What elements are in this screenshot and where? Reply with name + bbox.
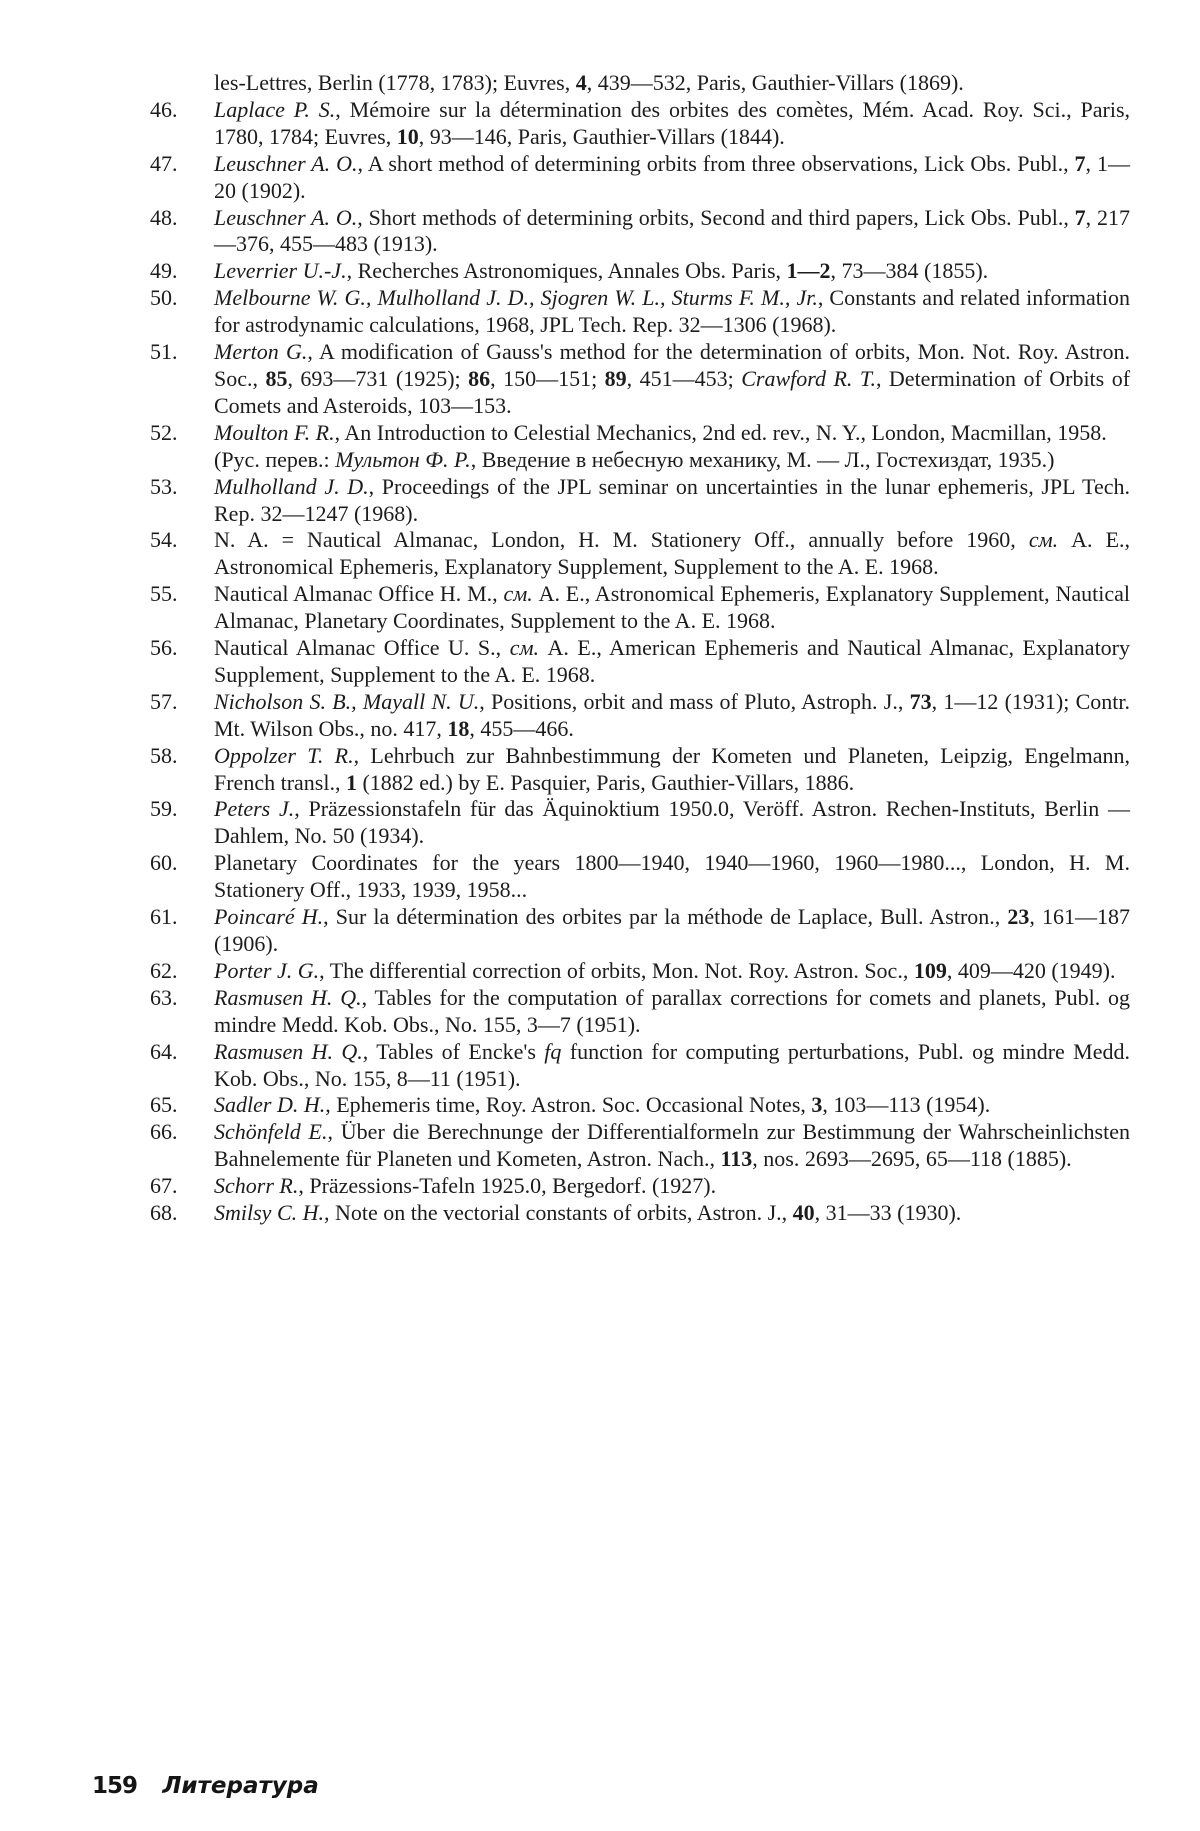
citation-text: , Über die Berechnunge der Differentialformeln zur Bestimmung der Wahrscheinlichsten Bahnelemente für Planeten und Kometen, Astron. Nach., (214, 1119, 1130, 1172)
reference-entry (150, 70, 1130, 97)
author-or-italic-text: см. (1028, 527, 1059, 553)
reference-entry (150, 1173, 1130, 1200)
citation-text: , A modification of Gauss's method for the determination of orbits, Mon. Not. Roy. Astron. Soc., (214, 339, 1131, 391)
citation-text: , Präzessions-Tafeln 1925.0, Bergedorf. (1927). (298, 1173, 717, 1199)
citation-text: , 93—146, Paris, Gauthier-Villars (1844). (418, 123, 785, 149)
author-or-italic-text: Oppolzer T. R. (214, 742, 354, 768)
reference-entry (150, 420, 1130, 474)
reference-number: 58. (150, 742, 178, 768)
volume-number: 89 (604, 365, 627, 391)
reference-number: 47. (150, 150, 178, 176)
author-or-italic-text: Nicholson S. B., Mayall N. U. (214, 688, 480, 714)
author-or-italic-text: Laplace P. S. (214, 96, 336, 122)
reference-entry (150, 635, 1130, 689)
reference-number: 62. (150, 957, 178, 983)
citation-text: , A short method of determining orbits from three observations, Lick Obs. Publ., (357, 150, 1075, 176)
reference-entry (150, 474, 1130, 528)
author-or-italic-text: Crawford R. T. (741, 365, 876, 391)
running-title: Литература (162, 1773, 319, 1799)
reference-number: 56. (150, 635, 178, 661)
citation-text: , Sur la détermination des orbites par la méthode de Laplace, Bull. Astron., (323, 904, 1008, 930)
author-or-italic-text: Poincaré H. (214, 904, 324, 930)
citation-text: , 439—532, Paris, Gauthier-Villars (1869). (586, 70, 964, 95)
citation-text: , 73—384 (1855). (830, 258, 989, 284)
citation-text: , 150—151; (490, 365, 605, 391)
volume-number: 7 (1074, 204, 1086, 230)
citation-text: Planetary Coordinates for the years 1800—1940, 1940—1960, 1960—1980..., London, H. M. Stationery Off., 1933, 1939, 1958... (214, 850, 1130, 903)
author-or-italic-text: Schönfeld E. (214, 1119, 328, 1145)
author-or-italic-text: Peters J. (214, 796, 295, 822)
author-or-italic-text: Melbourne W. G., Mulholland J. D., Sjogren W. L., Sturms F. M., Jr. (214, 285, 818, 311)
citation-text: , Positions, orbit and mass of Pluto, Astroph. J., (479, 688, 910, 714)
citation-text: , Recherches Astronomiques, Annales Obs. Paris, (346, 258, 787, 284)
citation-text: , Lehrbuch zur Bahnbestimmung der Kometen und Planeten, Leipzig, Engelmann, French transl., (214, 742, 1130, 795)
volume-number: 40 (792, 1200, 815, 1226)
author-or-italic-text: Leverrier U.-J. (214, 258, 347, 284)
citation-text: , nos. 2693—2695, 65—118 (1885). (752, 1146, 1072, 1172)
reference-entry (150, 958, 1130, 985)
citation-text: (1882 ed.) by E. Pasquier, Paris, Gauthier-Villars, 1886. (356, 769, 855, 795)
reference-entry (150, 1119, 1130, 1173)
citation-text: , Mémoire sur la détermination des orbites des comètes, Mém. Acad. Roy. Sci., Paris, 1780, 1784; Euvres, (214, 96, 1130, 149)
reference-number: 61. (150, 904, 178, 930)
reference-number: 66. (150, 1119, 178, 1145)
author-or-italic-text: Porter J. G. (214, 957, 320, 983)
reference-entry (150, 1200, 1130, 1227)
reference-number: 52. (150, 419, 178, 445)
citation-text: , 1—12 (1931); Contr. Mt. Wilson Obs., no. 417, (214, 688, 1130, 741)
reference-number: 57. (150, 688, 178, 714)
volume-number: 3 (811, 1092, 823, 1118)
volume-number: 4 (575, 70, 587, 95)
volume-number: 23 (1007, 904, 1030, 930)
author-or-italic-text: Sadler D. H. (214, 1092, 326, 1118)
author-or-italic-text: fq (544, 1038, 562, 1064)
reference-number: 59. (150, 796, 178, 822)
reference-entry (150, 985, 1130, 1039)
reference-number: 54. (150, 527, 178, 553)
citation-text: , Введение в небесную механику, М. — Л., Гостехиздат, 1935.) (470, 446, 1055, 472)
citation-text: , 693—731 (1925); (287, 365, 469, 391)
reference-number: 60. (150, 850, 178, 876)
citation-text: Nautical Almanac Office H. M., (214, 581, 504, 607)
author-or-italic-text: Leuschner A. O. (214, 150, 358, 176)
author-or-italic-text: Schorr R. (214, 1173, 299, 1199)
volume-number: 1—2 (786, 258, 831, 284)
reference-number: 49. (150, 258, 178, 284)
page-number: 159 (92, 1773, 138, 1799)
volume-number: 109 (913, 957, 947, 983)
page-footer (92, 1773, 319, 1799)
citation-text: (Рус. перев.: (214, 446, 336, 472)
volume-number: 73 (909, 688, 932, 714)
citation-text: , 1—20 (1902). (214, 150, 1130, 203)
reference-number: 68. (150, 1200, 178, 1226)
volume-number: 18 (447, 715, 470, 741)
volume-number: 10 (396, 123, 419, 149)
reference-entry (150, 151, 1130, 205)
citation-text: A. E., American Ephemeris and Nautical Almanac, Explanatory Supplement, Supplement to the A. E. 1968. (214, 635, 1131, 687)
citation-text: , Note on the vectorial constants of orbits, Astron. J., (324, 1200, 793, 1226)
citation-text: , The differential correction of orbits, Mon. Not. Roy. Astron. Soc., (319, 957, 914, 983)
reference-number: 51. (150, 339, 178, 365)
author-or-italic-text: Moulton F. R. (214, 419, 335, 445)
citation-text: , 31—33 (1930). (814, 1200, 962, 1226)
citation-text: , 217—376, 455—483 (1913). (214, 204, 1130, 257)
citation-text: , 451—453; (626, 365, 742, 391)
author-or-italic-text: Mulholland J. D. (214, 473, 369, 499)
author-or-italic-text: Мультон Ф. Р. (335, 446, 471, 472)
reference-entry (150, 850, 1130, 904)
citation-text: , Proceedings of the JPL seminar on uncertainties in the lunar ephemeris, JPL Tech. Rep. 32—1247 (1968). (214, 473, 1130, 526)
reference-entry (150, 285, 1130, 339)
reference-number: 48. (150, 204, 178, 230)
citation-text: , Tables for the computation of parallax corrections for comets and planets, Publ. og mindre Medd. Kob. Obs., No. 155, 3—7 (1951). (214, 984, 1130, 1037)
citation-text: , Constants and related information for astrodynamic calculations, 1968, JPL Tech. Rep. 32—1306 (1968). (214, 285, 1130, 338)
citation-text: A. E., Astronomical Ephemeris, Explanatory Supplement, Supplement to the A. E. 1968. (214, 527, 1131, 580)
citation-text: , Determination of Orbits of Comets and Asteroids, 103—153. (214, 365, 1131, 418)
reference-entry (150, 527, 1130, 581)
reference-number: 64. (150, 1038, 178, 1064)
citation-text: , Tables of Encke's (362, 1038, 545, 1064)
reference-entry (150, 689, 1130, 743)
author-or-italic-text: Rasmusen H. Q. (214, 984, 362, 1010)
reference-number: 65. (150, 1092, 178, 1118)
reference-number: 46. (150, 96, 178, 122)
author-or-italic-text: Merton G. (214, 339, 308, 365)
reference-entry (150, 904, 1130, 958)
volume-number: 113 (720, 1146, 753, 1172)
citation-text: , 409—420 (1949). (946, 957, 1116, 983)
author-or-italic-text: см. (509, 635, 539, 661)
volume-number: 85 (265, 365, 288, 391)
volume-number: 86 (468, 365, 491, 391)
reference-list (150, 70, 1130, 1227)
citation-text: , Short methods of determining orbits, Second and third papers, Lick Obs. Publ., (357, 204, 1075, 230)
citation-text: N. A. = Nautical Almanac, London, H. M. Stationery Off., annually before 1960, (214, 527, 1029, 553)
citation-text: A. E., Astronomical Ephemeris, Explanatory Supplement, Nautical Almanac, Planetary Coordinates, Supplement to the A. E. 1968. (214, 581, 1130, 634)
author-or-italic-text: Rasmusen H. Q. (214, 1038, 363, 1064)
citation-text: , 161—187 (1906). (214, 904, 1131, 956)
citation-text: function for computing perturbations, Publ. og mindre Medd. Kob. Obs., No. 155, 8—11 (1951). (214, 1038, 1130, 1091)
author-or-italic-text: см. (503, 581, 533, 607)
reference-entry (150, 1092, 1130, 1119)
reference-number: 53. (150, 473, 178, 499)
citation-text: , An Introduction to Celestial Mechanics, 2nd ed. rev., N. Y., London, Macmillan, 1958. (334, 419, 1107, 445)
reference-entry (150, 1039, 1130, 1093)
volume-number: 7 (1074, 150, 1086, 176)
reference-number: 63. (150, 984, 178, 1010)
reference-entry (150, 258, 1130, 285)
reference-entry (150, 97, 1130, 151)
citation-text: , Präzessionstafeln für das Äquinoktium 1950.0, Veröff. Astron. Rechen-Instituts, Berlin — Dahlem, No. 50 (1934). (214, 796, 1130, 849)
citation-text: , 103—113 (1954). (822, 1092, 991, 1118)
reference-entry (150, 581, 1130, 635)
citation-text: Nautical Almanac Office U. S., (214, 635, 510, 661)
author-or-italic-text: Smilsy C. H. (214, 1200, 324, 1226)
reference-number: 67. (150, 1173, 178, 1199)
volume-number: 1 (345, 769, 357, 795)
reference-entry (150, 796, 1130, 850)
citation-text: , Ephemeris time, Roy. Astron. Soc. Occasional Notes, (325, 1092, 812, 1118)
reference-number: 50. (150, 285, 178, 311)
citation-text: , 455—466. (469, 715, 574, 741)
reference-entry (150, 743, 1130, 797)
citation-text: les-Lettres, Berlin (1778, 1783); Euvres, (214, 70, 576, 95)
author-or-italic-text: Leuschner A. O. (214, 204, 358, 230)
reference-number: 55. (150, 581, 178, 607)
reference-entry (150, 205, 1130, 259)
reference-entry (150, 339, 1130, 420)
